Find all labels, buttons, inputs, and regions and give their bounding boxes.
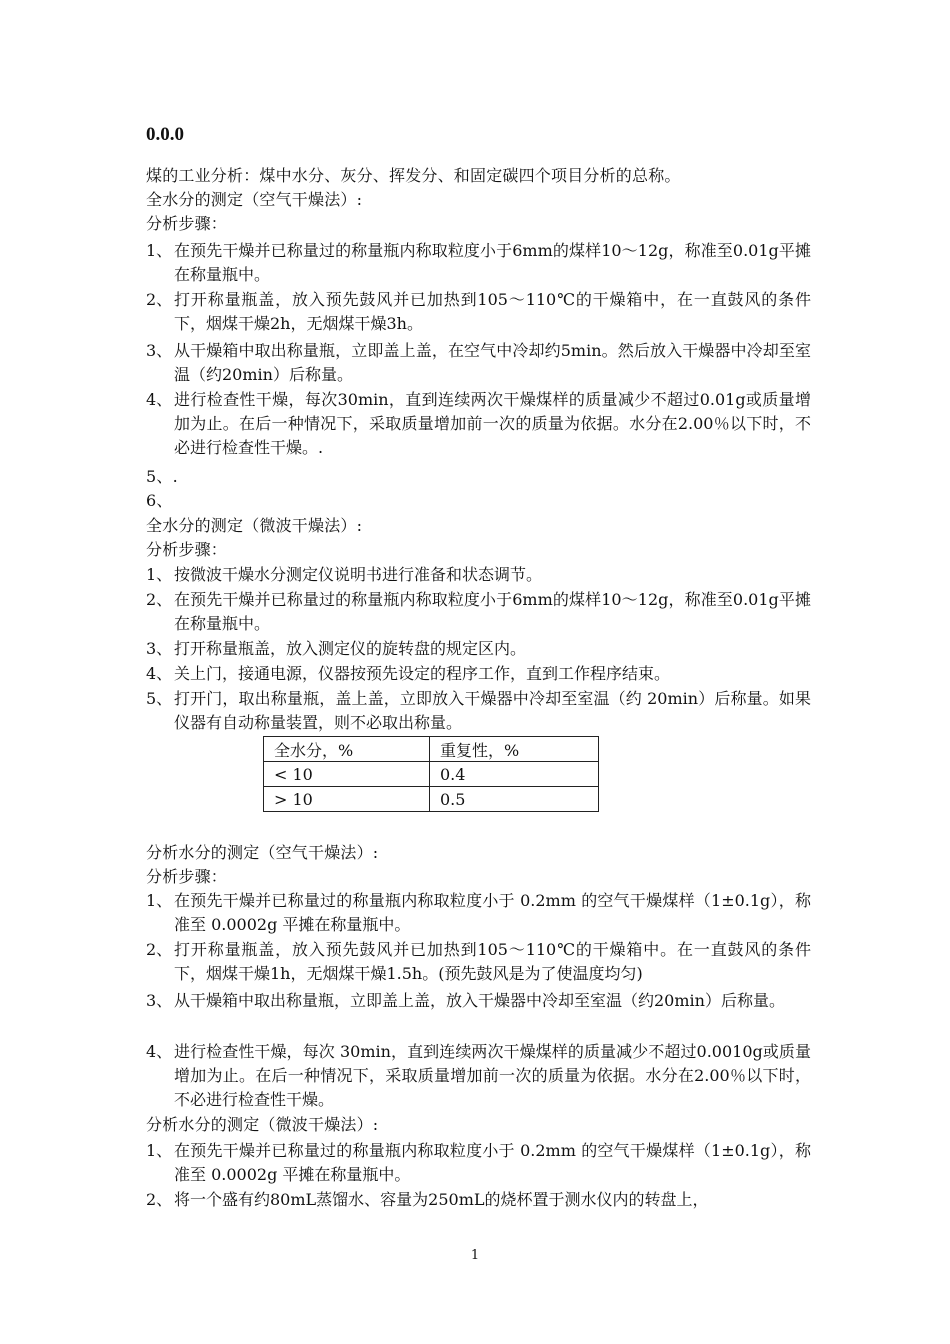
section-2-title: 全水分的测定（微波干燥法）: bbox=[146, 516, 363, 535]
table-header-cell: 全水分，% bbox=[264, 737, 430, 762]
item-number: 3、 bbox=[146, 991, 173, 1010]
item-number: 4、 bbox=[146, 664, 173, 683]
section-1-title: 全水分的测定（空气干燥法）: bbox=[146, 190, 363, 209]
section-2-steps-label: 分析步骤： bbox=[146, 540, 228, 559]
list-item bbox=[146, 1139, 811, 1187]
item-text: 在预先干燥并已称量过的称量瓶内称取粒度小于 0.2mm 的空气干燥煤样（1±0.1g），称准至 0.0002g 平摊在称量瓶中。 bbox=[174, 1141, 811, 1184]
item-number: 5、 bbox=[146, 689, 173, 708]
section-1-steps-label: 分析步骤： bbox=[146, 214, 228, 233]
item-number: 3、 bbox=[146, 341, 173, 360]
section-4-title: 分析水分的测定（微波干燥法）: bbox=[146, 1115, 379, 1134]
item-number: 3、 bbox=[146, 639, 173, 658]
item-number: 2、 bbox=[146, 590, 173, 609]
list-item bbox=[146, 563, 811, 587]
item-text: 关上门，接通电源，仪器按预先设定的程序工作，直到工作程序结束。 bbox=[174, 664, 671, 683]
item-number: 1、 bbox=[146, 241, 173, 260]
item-text: 进行检查性干燥，每次30min，直到连续两次干燥煤样的质量减少不超过0.01g或质量增加为止。在后一种情况下，采取质量增加前一次的质量为依据。水分在2.00％以下时，不必进行检查性干燥。. bbox=[174, 390, 811, 457]
item-text: 打开称量瓶盖，放入预先鼓风并已加热到105～110℃的干燥箱中，在一直鼓风的条件下，烟煤干燥2h，无烟煤干燥3h。 bbox=[174, 290, 811, 333]
item-number: 2、 bbox=[146, 940, 173, 959]
list-item bbox=[146, 239, 811, 287]
list-item bbox=[146, 662, 811, 686]
item-number: 4、 bbox=[146, 390, 173, 409]
section-3-title: 分析水分的测定（空气干燥法）: bbox=[146, 843, 379, 862]
item-text: 从干燥箱中取出称量瓶，立即盖上盖，在空气中冷却约5min。然后放入干燥器中冷却至室温（约20min）后称量。 bbox=[174, 341, 811, 384]
list-item bbox=[146, 938, 811, 986]
item-number: 6、 bbox=[146, 491, 173, 510]
list-item bbox=[146, 889, 811, 937]
list-item bbox=[146, 989, 811, 1013]
item-number: 2、 bbox=[146, 290, 173, 309]
item-text: 在预先干燥并已称量过的称量瓶内称取粒度小于6mm的煤样10～12g，称准至0.01g平摊在称量瓶中。 bbox=[174, 590, 811, 633]
item-text: 打开称量瓶盖，放入测定仪的旋转盘的规定区内。 bbox=[174, 639, 527, 658]
table-cell: < 10 bbox=[264, 762, 430, 787]
list-item bbox=[146, 588, 811, 636]
item-text: 从干燥箱中取出称量瓶，立即盖上盖，放入干燥器中冷却至室温（约20min）后称量。 bbox=[174, 991, 785, 1010]
list-item bbox=[146, 465, 178, 489]
table-row bbox=[264, 787, 599, 812]
item-number: 4、 bbox=[146, 1042, 173, 1061]
table-row bbox=[264, 762, 599, 787]
item-text: 在预先干燥并已称量过的称量瓶内称取粒度小于 0.2mm 的空气干燥煤样（1±0.1g），称准至 0.0002g 平摊在称量瓶中。 bbox=[174, 891, 811, 934]
table-cell: 0.4 bbox=[430, 762, 599, 787]
table-header-row bbox=[264, 737, 599, 762]
list-item bbox=[146, 339, 811, 387]
repeatability-table bbox=[263, 736, 599, 812]
list-item bbox=[146, 489, 173, 513]
item-text: 按微波干燥水分测定仪说明书进行准备和状态调节。 bbox=[174, 565, 543, 584]
item-text: 打开称量瓶盖，放入预先鼓风并已加热到105～110℃的干燥箱中。在一直鼓风的条件下，烟煤干燥1h，无烟煤干燥1.5h。(预先鼓风是为了使温度均匀) bbox=[174, 940, 811, 983]
table-cell: 0.5 bbox=[430, 787, 599, 812]
list-item bbox=[146, 1188, 811, 1212]
item-text: 打开门，取出称量瓶，盖上盖，立即放入干燥器中冷却至室温（约 20min）后称量。如果仪器有自动称量装置，则不必取出称量。 bbox=[174, 689, 811, 732]
list-item bbox=[146, 388, 811, 460]
table-cell: > 10 bbox=[264, 787, 430, 812]
item-text: 将一个盛有约80mL蒸馏水、容量为250mL的烧杯置于测水仪内的转盘上， bbox=[174, 1190, 709, 1209]
document-heading: 0.0.0 bbox=[146, 124, 184, 145]
table-header-cell: 重复性，% bbox=[430, 737, 599, 762]
list-item bbox=[146, 637, 811, 661]
item-number: 2、 bbox=[146, 1190, 173, 1209]
item-number: 1、 bbox=[146, 891, 173, 910]
item-text: . bbox=[172, 467, 178, 486]
item-text: 进行检查性干燥，每次 30min，直到连续两次干燥煤样的质量减少不超过0.0010g或质量增加为止。在后一种情况下，采取质量增加前一次的质量为依据。水分在2.00％以下时，不必进行检查性干燥。 bbox=[174, 1042, 811, 1109]
intro-text: 煤的工业分析：煤中水分、灰分、挥发分、和固定碳四个项目分析的总称。 bbox=[146, 166, 681, 185]
item-number: 1、 bbox=[146, 565, 173, 584]
item-text: 在预先干燥并已称量过的称量瓶内称取粒度小于6mm的煤样10～12g，称准至0.01g平摊在称量瓶中。 bbox=[174, 241, 811, 284]
list-item bbox=[146, 288, 811, 336]
item-number: 5、 bbox=[146, 467, 173, 486]
list-item bbox=[146, 1040, 811, 1112]
page-number: 1 bbox=[470, 1248, 480, 1263]
section-3-steps-label: 分析步骤： bbox=[146, 867, 228, 886]
item-number: 1、 bbox=[146, 1141, 173, 1160]
list-item bbox=[146, 687, 811, 735]
